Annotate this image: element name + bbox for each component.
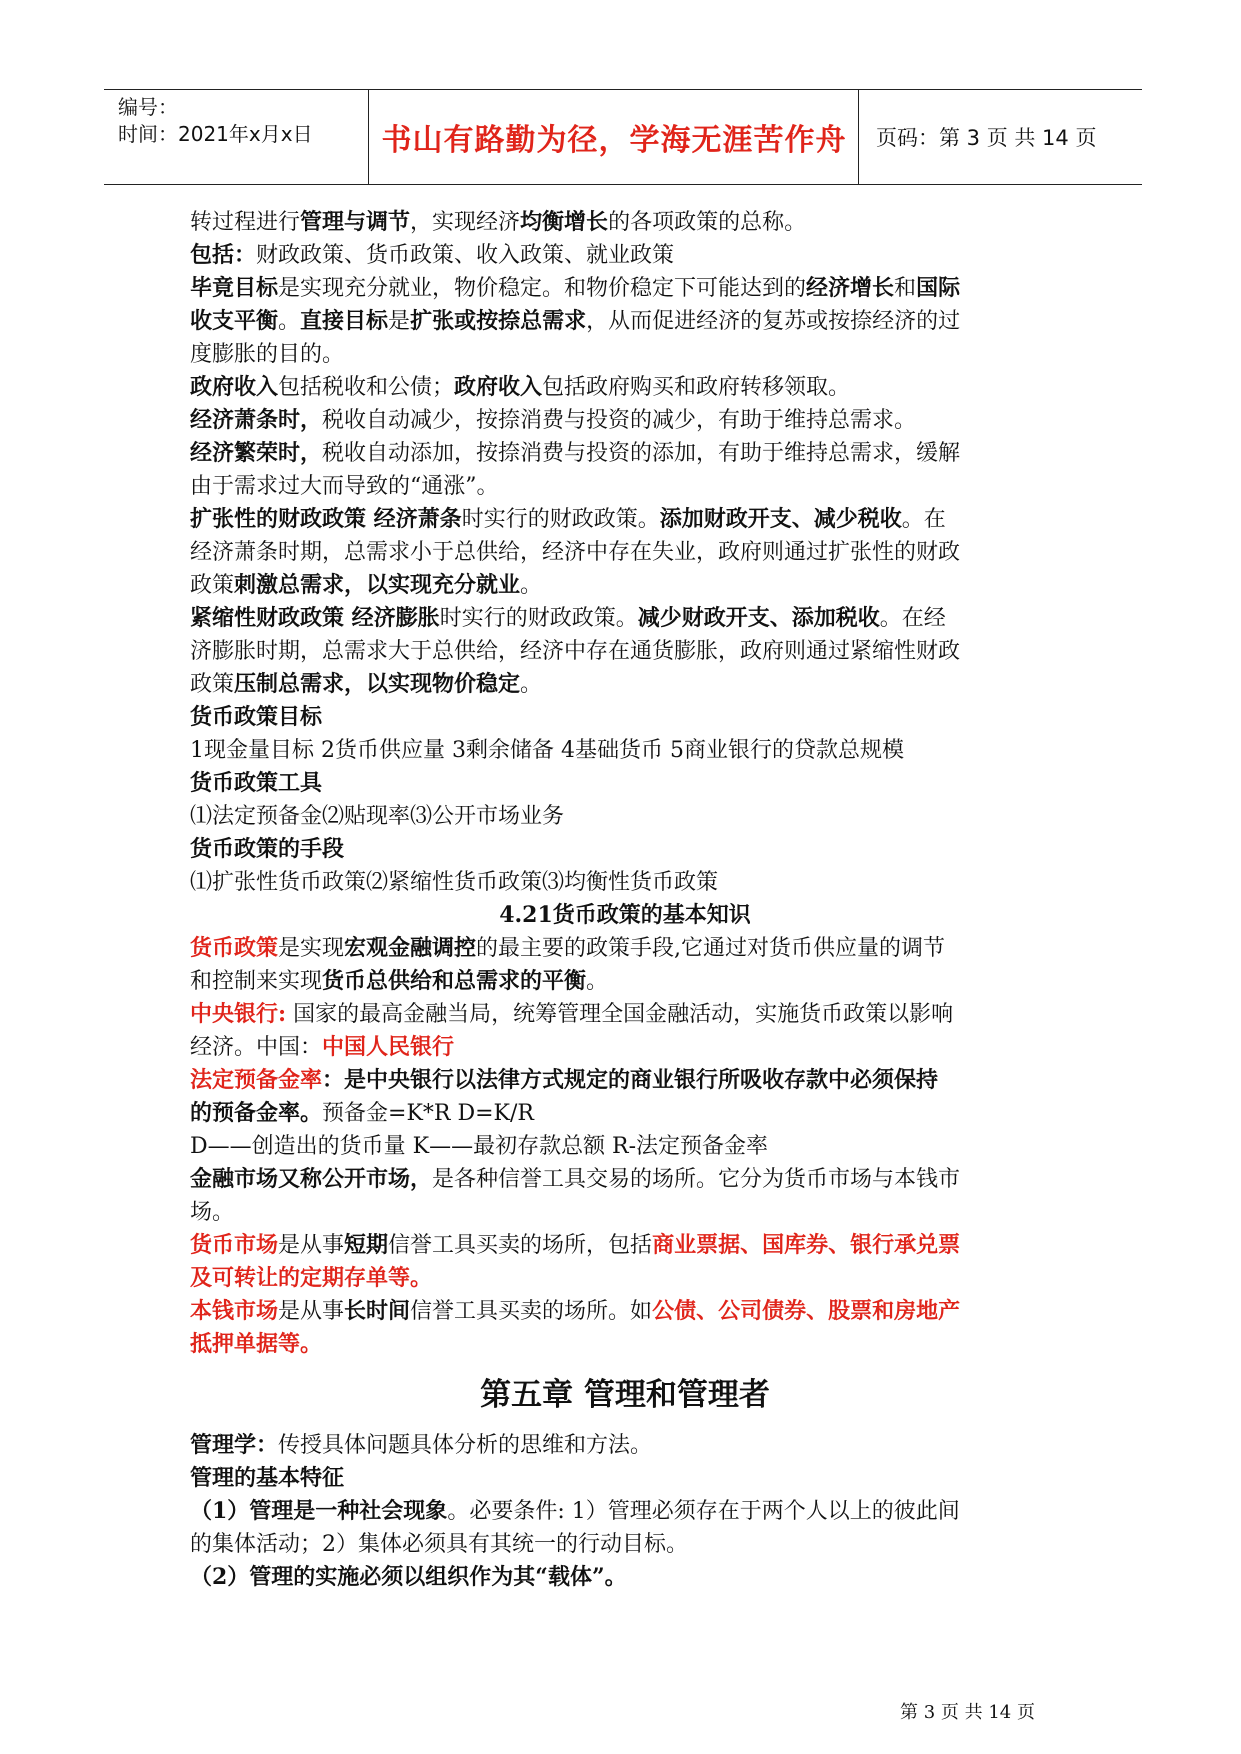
paragraph-line: 货币政策是实现宏观金融调控的最主要的政策手段,它通过对货币供应量的调节 bbox=[190, 935, 946, 961]
header-meta bbox=[118, 94, 358, 148]
paragraph-line: 收支平衡。直接目标是扩张或按捺总需求，从而促进经济的复苏或按捺经济的过 bbox=[190, 308, 961, 334]
paragraph-line: 1现金量目标 2货币供应量 3剩余储备 4基础货币 5商业银行的贷款总规模 bbox=[190, 738, 904, 763]
page-number-label: 页码：第 3 页 共 14 页 bbox=[876, 126, 1097, 150]
number-label: 编号： bbox=[118, 95, 178, 119]
time-label: 时间：2021年x月x日 bbox=[118, 122, 313, 146]
section-heading: 管理的基本特征 bbox=[190, 1465, 345, 1491]
paragraph-line: 及可转让的定期存单等。 bbox=[190, 1265, 433, 1291]
paragraph-line: 济膨胀时期，总需求大于总供给，经济中存在通货膨胀，政府则通过紧缩性财政 bbox=[190, 639, 961, 664]
paragraph-line: 经济萧条时期，总需求小于总供给，经济中存在失业，政府则通过扩张性的财政 bbox=[190, 540, 961, 565]
section-title: 4.21货币政策的基本知识 bbox=[499, 902, 751, 928]
paragraph-line: ⑴扩张性货币政策⑵紧缩性货币政策⑶均衡性货币政策 bbox=[190, 870, 719, 895]
paragraph-line: 毕竟目标是实现充分就业，物价稳定。和物价稳定下可能达到的经济增长和国际 bbox=[190, 275, 961, 301]
paragraph-line: 紧缩性财政政策 经济膨胀时实行的财政政策。减少财政开支、添加税收。在经 bbox=[190, 605, 946, 631]
paragraph-line: （1）管理是一种社会现象。必要条件: 1）管理必须存在于两个人以上的彼此间 bbox=[190, 1498, 960, 1524]
paragraph-line: （2）管理的实施必须以组织作为其“载体”。 bbox=[190, 1564, 627, 1590]
document-body bbox=[190, 206, 1060, 1594]
document-header bbox=[104, 89, 1142, 185]
paragraph-line: 法定预备金率：是中央银行以法律方式规定的商业银行所吸收存款中必须保持 bbox=[190, 1067, 939, 1093]
paragraph-line: 管理学：传授具体问题具体分析的思维和方法。 bbox=[190, 1432, 653, 1458]
paragraph-line: 政策刺激总需求，以实现充分就业。 bbox=[190, 572, 543, 598]
header-divider bbox=[858, 90, 859, 184]
header-divider bbox=[368, 90, 369, 184]
paragraph-line: 经济繁荣时，税收自动添加，按捺消费与投资的添加，有助于维持总需求，缓解 bbox=[190, 440, 961, 466]
paragraph-line: D——创造出的货币量 K——最初存款总额 R-法定预备金率 bbox=[190, 1134, 769, 1159]
paragraph-line: 度膨胀的目的。 bbox=[190, 342, 345, 367]
paragraph-line: ⑴法定预备金⑵贴现率⑶公开市场业务 bbox=[190, 804, 565, 829]
paragraph-line: 的集体活动；2）集体必须具有其统一的行动目标。 bbox=[190, 1532, 688, 1557]
paragraph-line: 转过程进行管理与调节，实现经济均衡增长的各项政策的总称。 bbox=[190, 209, 807, 235]
paragraph-line: 经济。中国：中国人民银行 bbox=[190, 1034, 455, 1060]
paragraph-line: 扩张性的财政政策 经济萧条时实行的财政政策。添加财政开支、减少税收。在 bbox=[190, 506, 946, 532]
paragraph-line: 包括：财政政策、货币政策、收入政策、就业政策 bbox=[190, 242, 675, 268]
paragraph-line: 金融市场又称公开市场，是各种信誉工具交易的场所。它分为货币市场与本钱市 bbox=[190, 1166, 961, 1192]
paragraph-line: 和控制来实现货币总供给和总需求的平衡。 bbox=[190, 968, 609, 994]
paragraph-line: 中央银行: 国家的最高金融当局，统筹管理全国金融活动，实施货币政策以影响 bbox=[190, 1001, 954, 1027]
paragraph-line: 场。 bbox=[190, 1200, 235, 1225]
paragraph-line: 政策压制总需求，以实现物价稳定。 bbox=[190, 671, 543, 697]
paragraph-line: 货币市场是从事短期信誉工具买卖的场所，包括商业票据、国库券、银行承兑票 bbox=[190, 1232, 961, 1258]
paragraph-line: 抵押单据等。 bbox=[190, 1331, 323, 1357]
section-heading: 货币政策目标 bbox=[190, 704, 323, 730]
header-motto: 书山有路勤为径，学海无涯苦作舟 bbox=[381, 123, 847, 158]
paragraph-line: 经济萧条时，税收自动减少，按捺消费与投资的减少，有助于维持总需求。 bbox=[190, 407, 917, 433]
chapter-title: 第五章 管理和管理者 bbox=[480, 1377, 770, 1413]
paragraph-line: 本钱市场是从事长时间信誉工具买卖的场所。如公债、公司债券、股票和房地产 bbox=[190, 1298, 961, 1324]
section-heading: 货币政策工具 bbox=[190, 770, 323, 796]
section-heading: 货币政策的手段 bbox=[190, 836, 345, 862]
paragraph-line: 由于需求过大而导致的“通涨”。 bbox=[190, 474, 499, 499]
page-footer: 第 3 页 共 14 页 bbox=[900, 1702, 1035, 1723]
paragraph-line: 政府收入包括税收和公债；政府收入包括政府购买和政府转移领取。 bbox=[190, 374, 851, 400]
paragraph-line: 的预备金率。预备金=K*R D=K/R bbox=[190, 1100, 534, 1126]
